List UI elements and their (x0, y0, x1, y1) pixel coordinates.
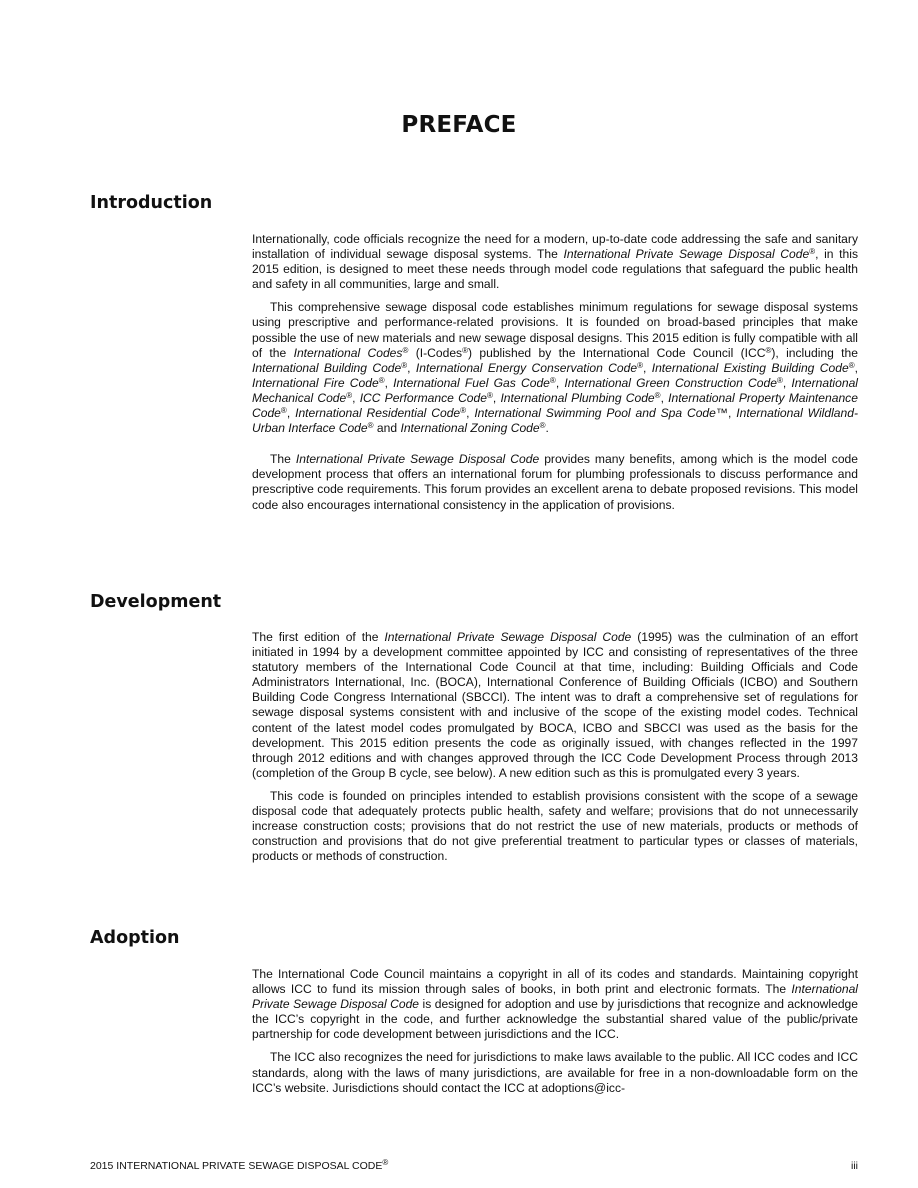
adoption-body (252, 967, 858, 1104)
footer-code-title: 2015 INTERNATIONAL PRIVATE SEWAGE DISPOSAL CODE® (90, 1158, 389, 1172)
section-heading-adoption: Adoption (90, 928, 180, 948)
page-title: PREFACE (401, 112, 517, 138)
introduction-body (252, 232, 858, 521)
introduction-paragraph-3: The International Private Sewage Disposal Code provides many benefits, among which is the model code development process that offers an international forum for plumbing professionals to discuss performance and prescriptive code requirements. This forum provides an excellent arena to debate proposed revisions. This model code also encourages international consistency in the application of provisions. (252, 452, 858, 512)
adoption-paragraph-2: The ICC also recognizes the need for jurisdictions to make laws available to the public. All ICC codes and ICC standards, along with the laws of many jurisdictions, are available for free in a non-downloadable form on the ICC’s website. Jurisdictions should contact the ICC at adoptions@icc- (252, 1050, 858, 1095)
adoption-paragraph-1: The International Code Council maintains a copyright in all of its codes and standards. Maintaining copyright allows ICC to fund its mission through sales of books, in both print and electronic formats. The International Private Sewage Disposal Code is designed for adoption and use by jurisdictions that recognize and acknowledge the ICC’s copyright in the code, and further acknowledge the substantial shared value of the public/private partnership for code development between jurisdictions and the ICC. (252, 967, 858, 1042)
footer-page-number: iii (851, 1160, 858, 1172)
introduction-paragraph-1: Internationally, code officials recognize the need for a modern, up-to-date code addressing the safe and sanitary installation of individual sewage disposal systems. The International Private Sewage Disposal Code®, in this 2015 edition, is designed to meet these needs through model code regulations that safeguard the public health and safety in all communities, large and small. (252, 232, 858, 292)
introduction-paragraph-2: This comprehensive sewage disposal code establishes minimum regulations for sewage disposal systems using prescriptive and performance-related provisions. It is founded on broad-based principles that make possible the use of new materials and new sewage disposal designs. This 2015 edition is fully compatible with all of the International Codes® (I-Codes®) published by the International Code Council (ICC®), including the International Building Code®, International Energy Conservation Code®, International Existing Building Code®, International Fire Code®, International Fuel Gas Code®, International Green Construction Code®, International Mechanical Code®, ICC Performance Code®, International Plumbing Code®, International Property Maintenance Code®, International Residential Code®, International Swimming Pool and Spa Code™, International Wildland-Urban Interface Code® and International Zoning Code®. (252, 300, 858, 436)
page-footer (90, 1160, 858, 1172)
development-body (252, 630, 858, 872)
development-paragraph-1: The first edition of the International Private Sewage Disposal Code (1995) was the culmination of an effort initiated in 1994 by a development committee appointed by ICC and consisting of representatives of the three statutory members of the International Code Council at that time, including: Building Officials and Code Administrators International, Inc. (BOCA), International Conference of Building Officials (ICBO) and Southern Building Code Congress International (SBCCI). The intent was to draft a comprehensive set of regulations for sewage disposal systems consistent with and inclusive of the scope of the existing model codes. Technical content of the latest model codes promulgated by BOCA, ICBO and SBCCI was used as the basis for the development. This 2015 edition presents the code as originally issued, with changes reflected in the 1997 through 2012 editions and with changes approved through the ICC Code Development Process through 2013 (completion of the Group B cycle, see below). A new edition such as this is promulgated every 3 years. (252, 630, 858, 780)
section-heading-introduction: Introduction (90, 193, 213, 213)
section-heading-development: Development (90, 592, 222, 612)
development-paragraph-2: This code is founded on principles intended to establish provisions consistent with the scope of a sewage disposal code that adequately protects public health, safety and welfare; provisions that do not unnecessarily increase construction costs; provisions that do not restrict the use of new materials, products or methods of construction and provisions that do not give preferential treatment to particular types or classes of materials, products or methods of construction. (252, 788, 858, 864)
